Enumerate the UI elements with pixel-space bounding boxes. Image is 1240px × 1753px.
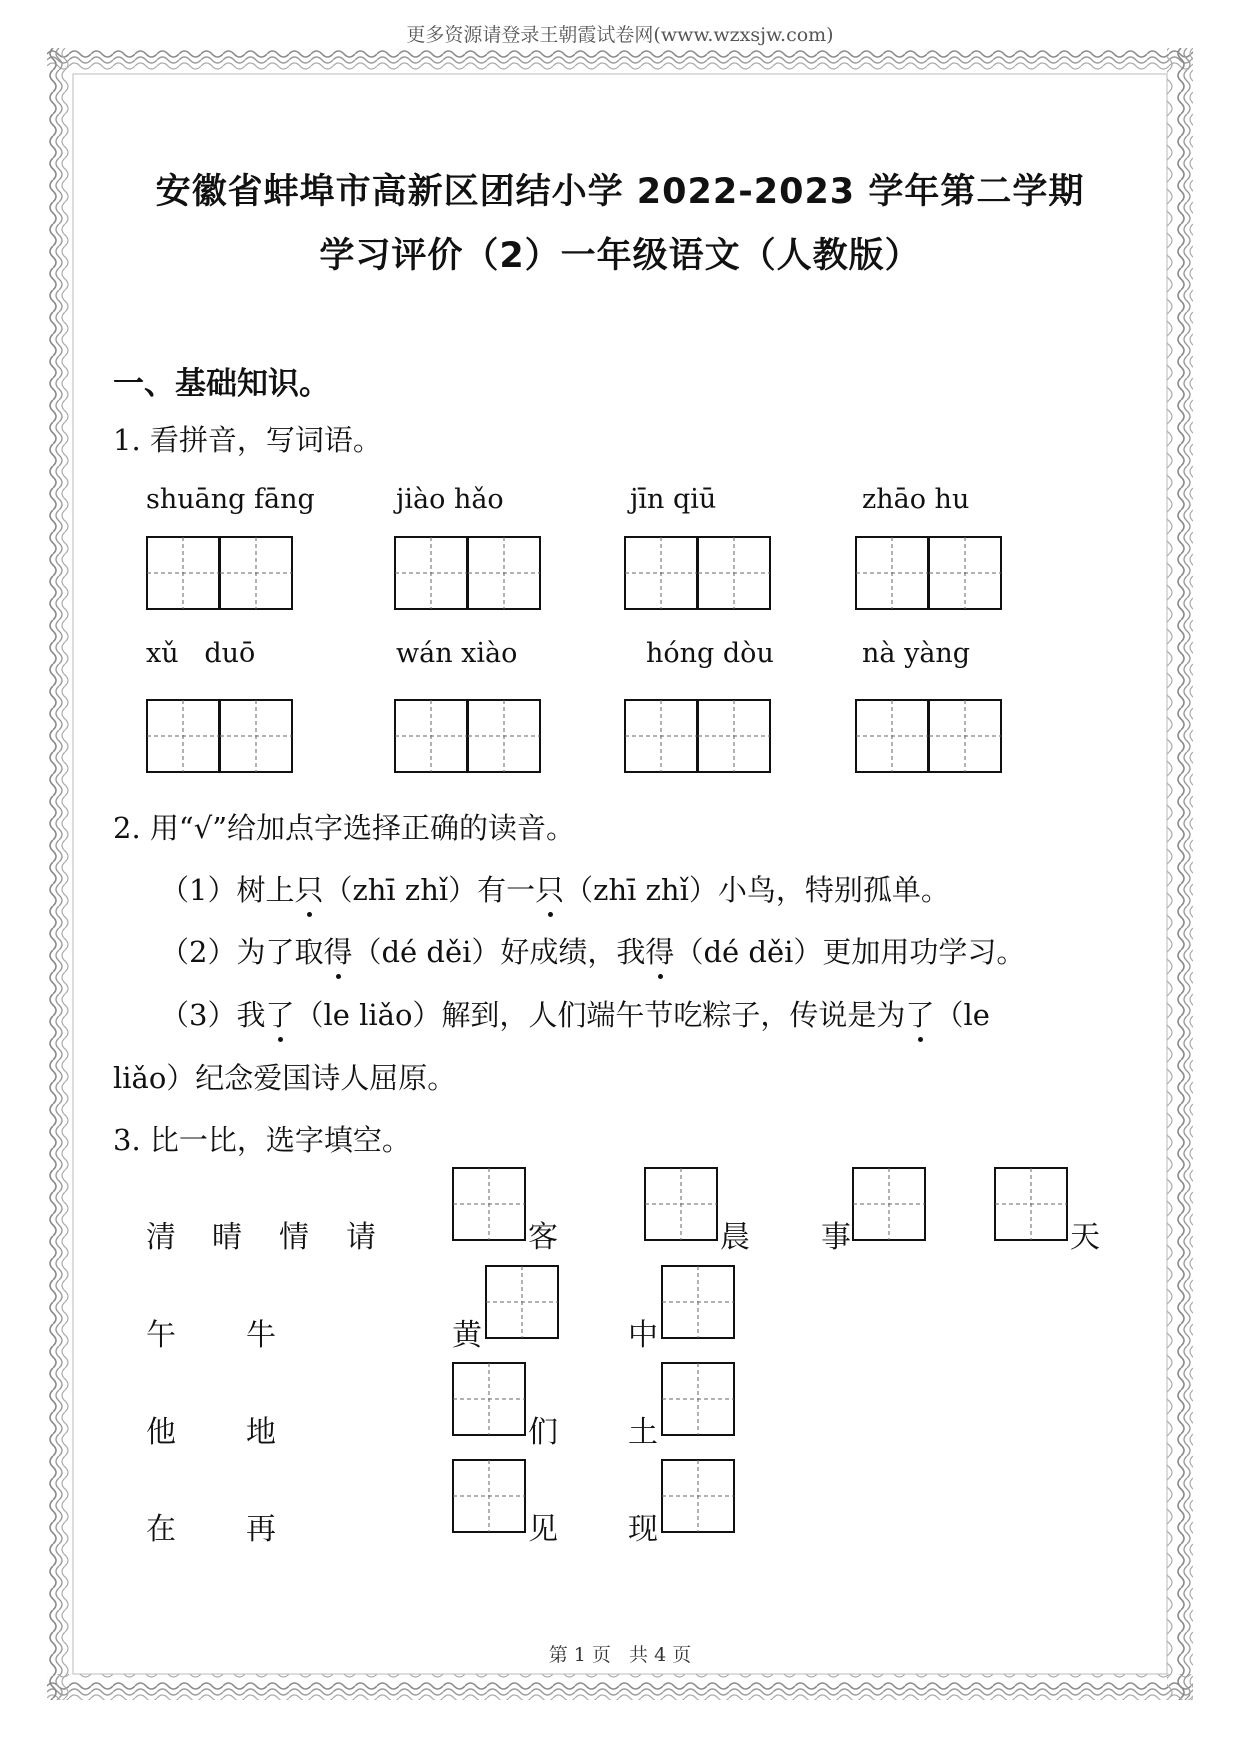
writing-grid-8[interactable] [855,699,1002,773]
s2-part-a: （2）为了取 [160,935,324,969]
s3-part-c: （le [934,998,990,1032]
fill-box[interactable] [852,1167,926,1241]
question-2-sentence-1 [160,868,950,909]
s1-part-b: （zhī zhǐ）有一 [323,873,536,907]
writing-grid-7[interactable] [624,699,771,773]
question-2-sentence-3 [160,993,990,1034]
fill-box[interactable] [661,1459,735,1533]
option-char: 他 [146,1415,176,1450]
s1-dotted-char-2: 只 [535,868,564,909]
pinyin-3: jīn qiū [630,484,717,515]
writing-grid-4[interactable] [855,536,1002,610]
question-3-prompt: 3. 比一比，选字填空。 [113,1123,411,1157]
fill-box[interactable] [661,1265,735,1339]
s3-dotted-char-2: 了 [905,993,934,1034]
s2-part-c: （dé děi）更加用功学习。 [674,935,1026,969]
fill-box[interactable] [452,1459,526,1533]
s2-part-b: （dé děi）好成绩，我 [352,935,646,969]
s1-dotted-char-1: 只 [294,868,323,909]
option-char: 情 [279,1220,309,1255]
pinyin-1: shuāng fāng [146,484,315,515]
question-1-prompt: 1. 看拼音，写词语。 [113,423,382,457]
section-heading: 一、基础知识。 [113,366,330,402]
writing-grid-1[interactable] [146,536,293,610]
word-char: 天 [1070,1220,1100,1255]
fill-box[interactable] [661,1362,735,1436]
fill-box[interactable] [644,1167,718,1241]
header-note: 更多资源请登录王朝霞试卷网(www.wzxsjw.com) [406,24,834,46]
s3-part-a: （3）我 [160,998,266,1032]
s2-dotted-char-2: 得 [645,930,674,971]
question-2-sentence-2 [160,930,1025,971]
word-char: 客 [528,1220,558,1255]
page-number: 第 1 页 共 4 页 [548,1644,692,1666]
word-char: 中 [628,1318,658,1353]
word-char: 黄 [452,1318,482,1353]
s2-dotted-char-1: 得 [323,930,352,971]
word-char: 见 [528,1512,558,1547]
question-2-sentence-3-cont: liǎo）纪念爱国诗人屈原。 [113,1061,457,1095]
document-title-line1: 安徽省蚌埠市高新区团结小学 2022-2023 学年第二学期 [155,172,1085,212]
writing-grid-5[interactable] [146,699,293,773]
s3-part-b: （le liǎo）解到，人们端午节吃粽子，传说是为 [294,998,906,1032]
pinyin-8: nà yàng [862,638,971,669]
option-char: 再 [246,1512,276,1547]
document-title-line2: 学习评价（2）一年级语文（人教版） [319,236,921,276]
option-char: 请 [346,1220,376,1255]
option-char: 在 [146,1512,176,1547]
pinyin-6: wán xiào [396,638,518,669]
pinyin-2: jiào hǎo [396,484,504,515]
pinyin-4: zhāo hu [862,484,970,515]
fill-box[interactable] [452,1167,526,1241]
option-char: 晴 [212,1220,242,1255]
fill-box[interactable] [994,1167,1068,1241]
option-char: 清 [146,1220,176,1255]
s1-part-a: （1）树上 [160,873,295,907]
word-char: 们 [528,1415,558,1450]
word-char: 事 [821,1220,851,1255]
writing-grid-6[interactable] [394,699,541,773]
word-char: 晨 [720,1220,750,1255]
word-char: 现 [628,1512,658,1547]
s3-dotted-char-1: 了 [265,993,294,1034]
question-2-prompt: 2. 用“√”给加点字选择正确的读音。 [113,811,576,845]
writing-grid-3[interactable] [624,536,771,610]
option-char: 地 [246,1415,276,1450]
option-char: 午 [146,1318,176,1353]
writing-grid-2[interactable] [394,536,541,610]
fill-box[interactable] [452,1362,526,1436]
pinyin-7: hóng dòu [646,638,774,669]
s1-part-c: （zhī zhǐ）小鸟，特别孤单。 [564,873,950,907]
option-char: 牛 [246,1318,276,1353]
fill-box[interactable] [485,1265,559,1339]
pinyin-5: xǔ duō [146,638,256,669]
word-char: 土 [628,1415,658,1450]
